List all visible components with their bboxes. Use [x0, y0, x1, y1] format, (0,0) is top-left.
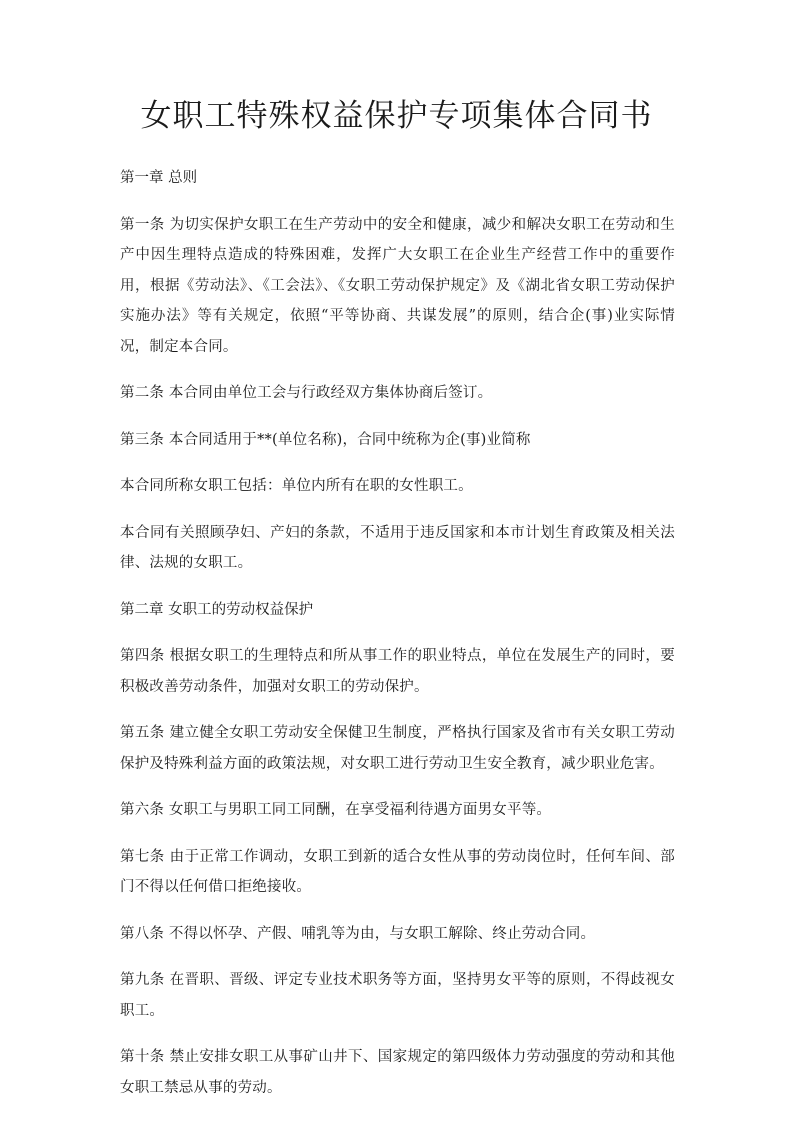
chapter-heading: 第一章 总则	[120, 170, 198, 186]
article-paragraph: 第八条 不得以怀孕、产假、哺乳等为由，与女职工解除、终止劳动合同。	[120, 925, 596, 942]
article-paragraph: 第五条 建立健全女职工劳动安全保健卫生制度，严格执行国家及省市有关女职工劳动保护及特殊利益方面的政策法规，对女职工进行劳动卫生安全教育，减少职业危害。	[120, 725, 675, 772]
article-paragraph: 第一条 为切实保护女职工在生产劳动中的安全和健康，减少和解决女职工在劳动和生产中因生理特点造成的特殊困难，发挥广大女职工在企业生产经营工作中的重要作用，根据《劳动法》、《工会法》、《女职工劳动保护规定》及《湖北省女职工劳动保护实施办法》等有关规定，依照“平等协商、共谋发展”的原则，结合企(事)业实际情况，制定本合同。	[120, 216, 675, 355]
article-paragraph: 第十条 禁止安排女职工从事矿山井下、国家规定的第四级体力劳动强度的劳动和其他女职工禁忌从事的劳动。	[120, 1049, 675, 1096]
body-paragraph: 本合同所称女职工包括：单位内所有在职的女性职工。	[120, 478, 473, 494]
chapter-heading: 第二章 女职工的劳动权益保护	[120, 601, 314, 618]
document-body	[120, 163, 675, 1119]
article-paragraph: 第二条 本合同由单位工会与行政经双方集体协商后签订。	[120, 385, 493, 401]
body-paragraph: 本合同有关照顾孕妇、产妇的条款，不适用于违反国家和本市计划生育政策及相关法律、法规的女职工。	[120, 524, 675, 571]
document-title: 女职工特殊权益保护专项集体合同书	[140, 98, 653, 134]
article-paragraph: 第六条 女职工与男职工同工同酬，在享受福利待遇方面男女平等。	[120, 802, 552, 818]
article-paragraph: 第三条 本合同适用于**(单位名称)，合同中统称为企(事)业简称	[120, 431, 531, 448]
article-paragraph: 第九条 在晋职、晋级、评定专业技术职务等方面，坚持男女平等的原则，不得歧视女职工。	[120, 972, 675, 1019]
article-paragraph: 第七条 由于正常工作调动，女职工到新的适合女性从事的劳动岗位时，任何车间、部门不得以任何借口拒绝接收。	[120, 848, 675, 895]
article-paragraph: 第四条 根据女职工的生理特点和所从事工作的职业特点，单位在发展生产的同时，要积极改善劳动条件，加强对女职工的劳动保护。	[120, 648, 675, 695]
